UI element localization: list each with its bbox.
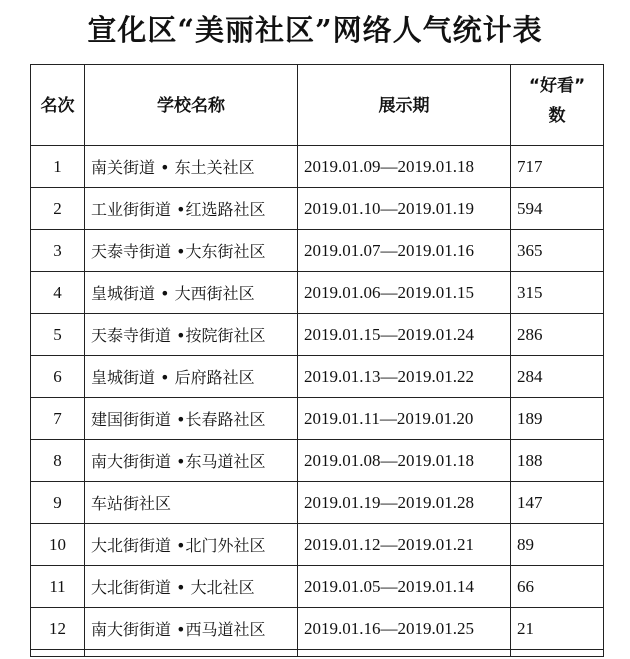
views-cell: 21	[511, 608, 604, 650]
community-name-cell: 工业街街道 •红选路社区	[85, 188, 298, 230]
rank-cell: 8	[31, 440, 85, 482]
rank-cell: 10	[31, 524, 85, 566]
header-period: 展示期	[298, 65, 511, 146]
views-cell: 188	[511, 440, 604, 482]
header-views-line2: 数	[548, 106, 566, 126]
period-cell: 2019.01.10—2019.01.19	[298, 188, 511, 230]
empty-cell	[85, 650, 298, 657]
rank-cell: 4	[31, 272, 85, 314]
period-cell: 2019.01.16—2019.01.25	[298, 608, 511, 650]
ranking-table	[30, 64, 604, 657]
table-row	[31, 230, 604, 272]
table-row-cutoff	[31, 650, 604, 657]
table-row	[31, 314, 604, 356]
rank-cell: 2	[31, 188, 85, 230]
views-cell: 66	[511, 566, 604, 608]
rank-cell: 11	[31, 566, 85, 608]
views-cell: 147	[511, 482, 604, 524]
table-row	[31, 440, 604, 482]
views-cell: 594	[511, 188, 604, 230]
table-row	[31, 482, 604, 524]
views-cell: 284	[511, 356, 604, 398]
period-cell: 2019.01.13—2019.01.22	[298, 356, 511, 398]
rank-cell: 5	[31, 314, 85, 356]
table-row	[31, 398, 604, 440]
empty-cell	[298, 650, 511, 657]
community-name-cell: 皇城街道 • 后府路社区	[85, 356, 298, 398]
views-cell: 89	[511, 524, 604, 566]
rank-cell: 7	[31, 398, 85, 440]
rank-cell: 9	[31, 482, 85, 524]
table-row	[31, 524, 604, 566]
community-name-cell: 大北街街道 •北门外社区	[85, 524, 298, 566]
views-cell: 315	[511, 272, 604, 314]
header-views	[511, 65, 604, 146]
table-row	[31, 146, 604, 188]
period-cell: 2019.01.11—2019.01.20	[298, 398, 511, 440]
table-row	[31, 566, 604, 608]
period-cell: 2019.01.08—2019.01.18	[298, 440, 511, 482]
rank-cell: 3	[31, 230, 85, 272]
views-cell: 365	[511, 230, 604, 272]
community-name-cell: 南关街道 • 东土关社区	[85, 146, 298, 188]
community-name-cell: 车站街社区	[85, 482, 298, 524]
community-name-cell: 南大街街道 •东马道社区	[85, 440, 298, 482]
views-cell: 286	[511, 314, 604, 356]
views-cell: 717	[511, 146, 604, 188]
header-views-line1: “好看”	[528, 76, 586, 96]
views-cell: 189	[511, 398, 604, 440]
empty-cell	[31, 650, 85, 657]
empty-cell	[511, 650, 604, 657]
period-cell: 2019.01.05—2019.01.14	[298, 566, 511, 608]
rank-cell: 1	[31, 146, 85, 188]
page-title: 宣化区“美丽社区”网络人气统计表	[87, 13, 543, 47]
table-body	[31, 146, 604, 657]
header-school-name: 学校名称	[85, 65, 298, 146]
period-cell: 2019.01.06—2019.01.15	[298, 272, 511, 314]
period-cell: 2019.01.19—2019.01.28	[298, 482, 511, 524]
period-cell: 2019.01.12—2019.01.21	[298, 524, 511, 566]
community-name-cell: 天泰寺街道 •按院街社区	[85, 314, 298, 356]
community-name-cell: 建国街街道 •长春路社区	[85, 398, 298, 440]
period-cell: 2019.01.15—2019.01.24	[298, 314, 511, 356]
table-row	[31, 188, 604, 230]
table-header-row	[31, 65, 604, 146]
community-name-cell: 大北街街道 • 大北社区	[85, 566, 298, 608]
header-rank: 名次	[31, 65, 85, 146]
table-row	[31, 356, 604, 398]
rank-cell: 6	[31, 356, 85, 398]
community-name-cell: 南大街街道 •西马道社区	[85, 608, 298, 650]
community-name-cell: 皇城街道 • 大西街社区	[85, 272, 298, 314]
community-name-cell: 天泰寺街道 •大东街社区	[85, 230, 298, 272]
rank-cell: 12	[31, 608, 85, 650]
period-cell: 2019.01.09—2019.01.18	[298, 146, 511, 188]
table-row	[31, 272, 604, 314]
period-cell: 2019.01.07—2019.01.16	[298, 230, 511, 272]
table-row	[31, 608, 604, 650]
